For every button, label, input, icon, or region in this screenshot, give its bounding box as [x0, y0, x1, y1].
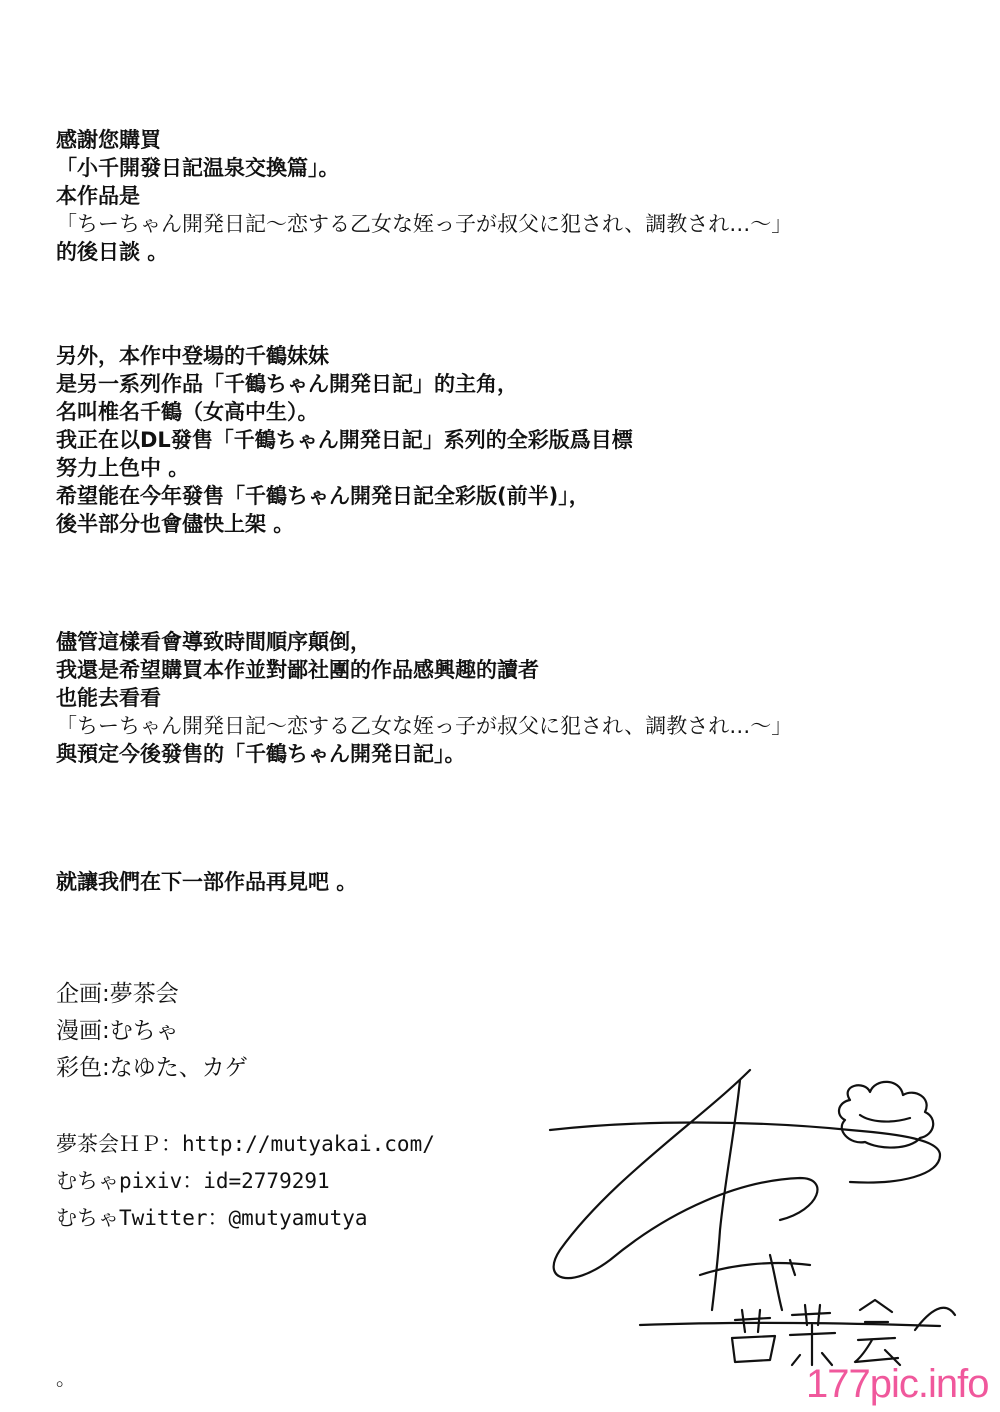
credit-planning: 企画:夢茶会	[56, 981, 179, 1007]
twitter-handle: むちゃTwitter：@mutyamutya	[56, 1206, 368, 1230]
series-paragraph	[56, 342, 633, 538]
farewell-paragraph	[56, 868, 357, 896]
text-line: 「ちーちゃん開発日記～恋する乙女な姪っ子が叔父に犯され、調教され…～」	[56, 714, 793, 738]
text-line: 我正在以DL發售「千鶴ちゃん開発日記」系列的全彩版爲目標	[56, 428, 633, 452]
recommendation-paragraph	[56, 628, 792, 768]
text-line: 「小千開發日記温泉交換篇」。	[56, 156, 340, 180]
text-line: 也能去看看	[56, 686, 161, 710]
credit-manga: 漫画:むちゃ	[56, 1018, 179, 1044]
text-line: 本作品是	[56, 184, 140, 208]
intro-paragraph	[56, 126, 792, 266]
text-line: 我還是希望購買本作並對鄙社團的作品感興趣的讀者	[56, 658, 539, 682]
text-line: 就讓我們在下一部作品再見吧 。	[56, 870, 358, 894]
trailing-mark: 。	[56, 1366, 76, 1390]
text-line: 感謝您購買	[56, 128, 161, 152]
text-line: 另外，本作中登場的千鶴妹妹	[56, 344, 329, 368]
pixiv-id: むちゃpixiv：id=2779291	[56, 1169, 330, 1193]
text-line: 的後日談 。	[56, 240, 169, 264]
text-line: 儘管這樣看會導致時間順序顛倒，	[56, 630, 371, 654]
text-line: 後半部分也會儘快上架 。	[56, 512, 295, 536]
text-line: 名叫椎名千鶴（女高中生）。	[56, 400, 319, 424]
text-line: 「ちーちゃん開発日記～恋する乙女な姪っ子が叔父に犯され、調教され…～」	[56, 212, 793, 236]
credit-coloring: 彩色:なゆた、カゲ	[56, 1055, 248, 1081]
text-line: 與預定今後發售的「千鶴ちゃん開発日記」。	[56, 742, 466, 766]
watermark: 177pic.info	[806, 1362, 989, 1406]
text-line: 努力上色中 。	[56, 456, 190, 480]
homepage-link[interactable]: 夢茶会ＨＰ：http://mutyakai.com/	[56, 1132, 435, 1156]
handwritten-signature	[520, 1060, 960, 1380]
credits-block	[56, 976, 248, 1087]
text-line: 是另一系列作品「千鶴ちゃん開発日記」的主角，	[56, 372, 518, 396]
contacts-block	[56, 1126, 435, 1237]
text-line: 希望能在今年發售「千鶴ちゃん開発日記全彩版(前半)」，	[56, 484, 590, 508]
